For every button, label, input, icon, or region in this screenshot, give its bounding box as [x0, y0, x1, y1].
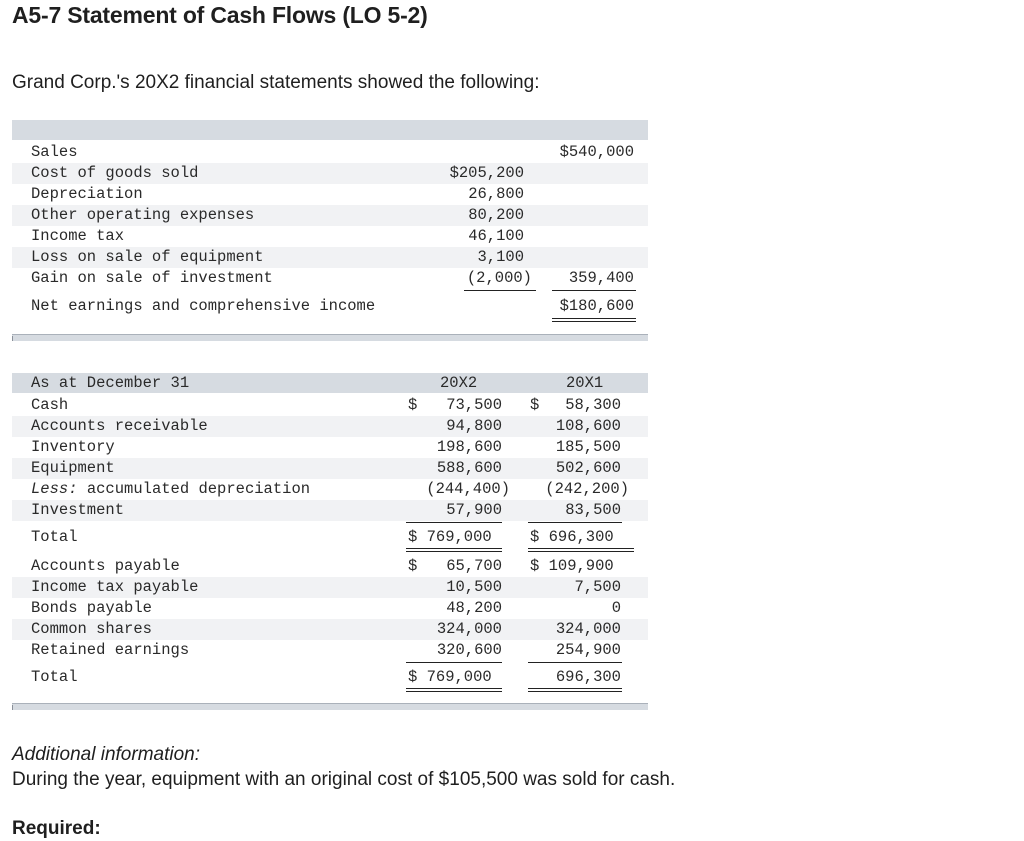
row-amount: $205,200 — [449, 164, 524, 182]
balance-row-equipment — [12, 458, 648, 479]
row-label: Investment — [31, 501, 125, 519]
balance-row-inventory — [12, 437, 648, 458]
additional-info-label: Additional information: — [12, 744, 200, 765]
balance-row-accum-depreciation — [12, 479, 648, 500]
sales-total: $540,000 — [559, 143, 634, 161]
row-label: Accounts payable — [31, 557, 180, 575]
table-footer-band — [12, 335, 648, 341]
table-header-band — [12, 120, 648, 140]
less-label: Less: — [31, 480, 78, 498]
value-20x2: 10,500 — [446, 578, 502, 596]
balance-row-common-shares — [12, 619, 648, 640]
value-20x1: 58,300 — [565, 396, 621, 414]
expense-total: 359,400 — [568, 269, 634, 287]
balance-row-cash — [12, 395, 648, 416]
value-20x1: 108,600 — [555, 417, 621, 435]
underline — [528, 522, 622, 523]
value-20x1: 324,000 — [555, 620, 621, 638]
header-year-20x2: 20X2 — [440, 374, 478, 392]
balance-row-investment — [12, 500, 648, 521]
row-label: Retained earnings — [31, 641, 190, 659]
value-20x1: (242,200) — [545, 480, 629, 498]
underline — [406, 662, 502, 663]
additional-info-text: During the year, equipment with an original cost of $105,500 was sold for cash. — [12, 769, 676, 790]
double-underline — [406, 548, 502, 552]
table-corner-tick — [12, 336, 13, 341]
value-20x1: 7,500 — [574, 578, 621, 596]
value-20x1: 185,500 — [555, 438, 621, 456]
row-amount: 26,800 — [468, 185, 524, 203]
value-20x2: $ 769,000 — [408, 528, 492, 546]
row-amount: 80,200 — [468, 206, 524, 224]
value-20x1: 83,500 — [565, 501, 621, 519]
value-20x1: $ 696,300 — [530, 528, 614, 546]
value-20x2: 324,000 — [436, 620, 502, 638]
row-amount: 46,100 — [468, 227, 524, 245]
value-20x1: $ 109,900 — [530, 557, 614, 575]
income-statement-table — [12, 120, 648, 342]
double-underline — [406, 688, 502, 692]
value-20x1: 502,600 — [555, 459, 621, 477]
row-label: Inventory — [31, 438, 115, 456]
underline — [528, 662, 622, 663]
row-label: Common shares — [31, 620, 152, 638]
underline — [406, 522, 502, 523]
income-row-cogs — [12, 163, 648, 184]
intro-text: Grand Corp.'s 20X2 financial statements showed the following: — [12, 72, 540, 93]
row-label: Bonds payable — [31, 599, 152, 617]
balance-header-row — [12, 373, 648, 394]
row-label: Total — [31, 528, 78, 546]
table-footer-band — [12, 704, 648, 710]
required-label: Required: — [12, 818, 101, 839]
row-label: Gain on sale of investment — [31, 269, 273, 287]
balance-row-accounts-payable — [12, 556, 648, 577]
value-20x1: 696,300 — [555, 668, 621, 686]
row-label: Depreciation — [31, 185, 143, 203]
double-underline — [528, 688, 622, 692]
value-20x2: 588,600 — [436, 459, 502, 477]
value-20x2: 65,700 — [446, 557, 502, 575]
header-year-20x1: 20X1 — [566, 374, 604, 392]
value-20x2: 48,200 — [446, 599, 502, 617]
income-row-net-earnings — [12, 296, 648, 317]
row-label: Loss on sale of equipment — [31, 248, 264, 266]
row-label: Cost of goods sold — [31, 164, 199, 182]
value-20x1: 254,900 — [555, 641, 621, 659]
row-label: Cash — [31, 396, 69, 414]
double-underline — [552, 318, 636, 322]
income-row-sales — [12, 142, 648, 163]
income-row-depreciation — [12, 184, 648, 205]
balance-row-bonds-payable — [12, 598, 648, 619]
income-row-gain-investment — [12, 268, 648, 289]
value-20x2: (244,400) — [426, 480, 510, 498]
row-label: Total — [31, 668, 78, 686]
income-row-other-opex — [12, 205, 648, 226]
net-total: $180,600 — [559, 297, 634, 315]
row-label: Sales — [31, 143, 78, 161]
page-title: A5-7 Statement of Cash Flows (LO 5-2) — [12, 2, 428, 28]
balance-row-assets-total — [12, 527, 648, 548]
balance-row-receivable — [12, 416, 648, 437]
underline — [552, 290, 636, 291]
row-label: Net earnings and comprehensive income — [31, 297, 376, 315]
row-label: Income tax payable — [31, 578, 199, 596]
double-underline — [528, 548, 634, 552]
row-label: Other operating expenses — [31, 206, 255, 224]
row-label: Accounts receivable — [31, 417, 208, 435]
balance-row-liabilities-total — [12, 667, 648, 688]
balance-row-income-tax-payable — [12, 577, 648, 598]
currency-20x2: $ — [408, 396, 418, 414]
table-corner-tick — [12, 705, 13, 710]
currency-20x1: $ — [530, 396, 540, 414]
income-row-income-tax — [12, 226, 648, 247]
value-20x2: 198,600 — [436, 438, 502, 456]
value-20x2: 57,900 — [446, 501, 502, 519]
currency-20x2: $ — [408, 557, 418, 575]
value-20x2: 73,500 — [446, 396, 502, 414]
underline — [464, 290, 536, 291]
balance-sheet-table — [12, 373, 648, 715]
value-20x2: $ 769,000 — [408, 668, 492, 686]
row-label — [31, 479, 310, 500]
value-20x2: 94,800 — [446, 417, 502, 435]
row-label: Equipment — [31, 459, 115, 477]
income-row-loss-equipment — [12, 247, 648, 268]
row-amount: (2,000) — [466, 269, 532, 287]
value-20x1: 0 — [611, 599, 621, 617]
value-20x2: 320,600 — [436, 641, 502, 659]
balance-row-retained-earnings — [12, 640, 648, 661]
row-amount: 3,100 — [477, 248, 524, 266]
header-label: As at December 31 — [31, 374, 190, 392]
row-label-text: accumulated depreciation — [86, 480, 311, 498]
row-label: Income tax — [31, 227, 125, 245]
